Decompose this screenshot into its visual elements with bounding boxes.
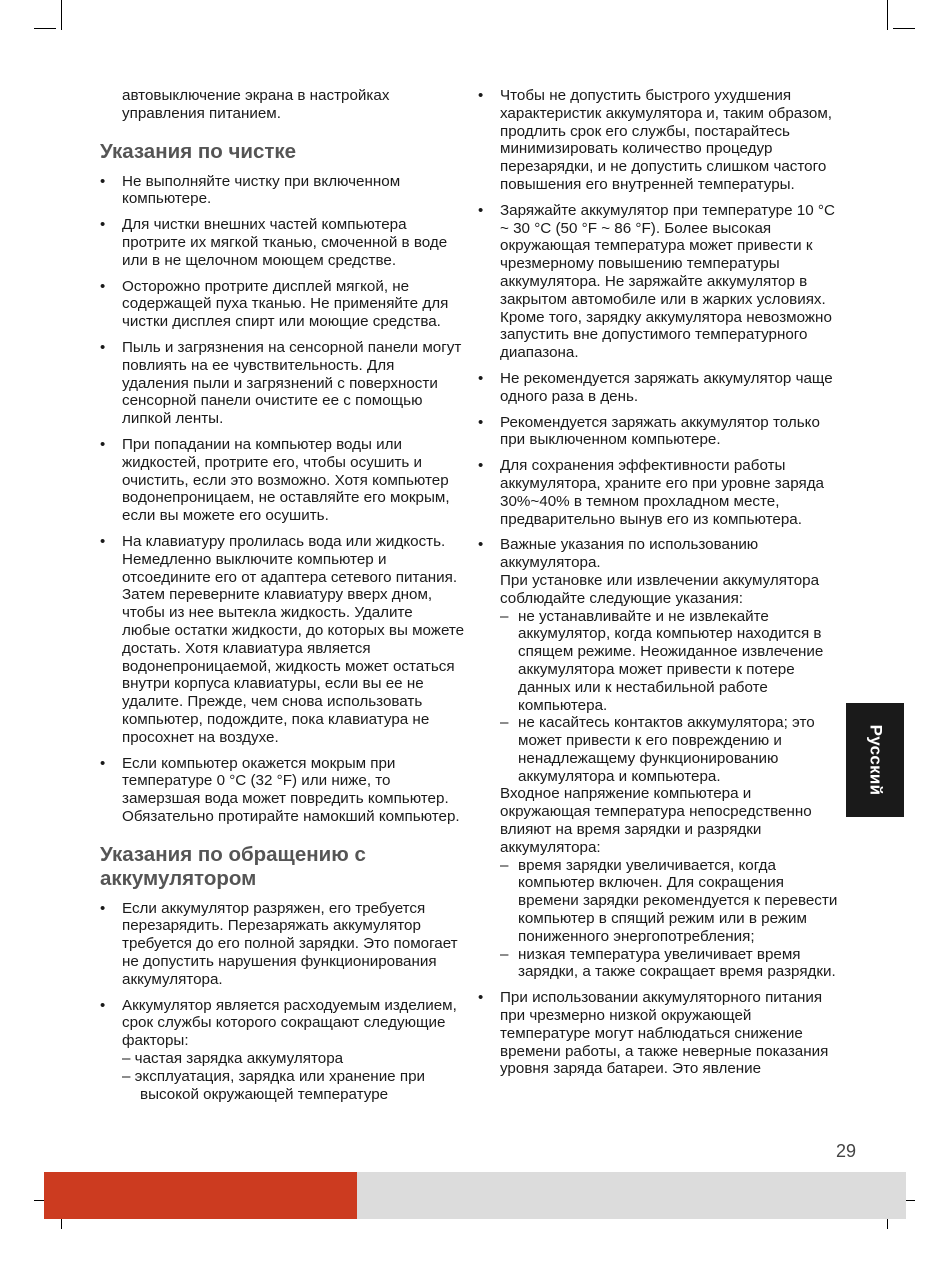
intro-paragraph: автовыключение экрана в настройках управления питанием. xyxy=(122,87,390,122)
sub-item: – эксплуатация, зарядка или хранение при высокой окружающей температуре xyxy=(122,1067,426,1103)
list-item xyxy=(478,536,840,981)
crop-mark-top-right-v xyxy=(887,0,888,30)
install-dash-list xyxy=(500,608,840,786)
cleaning-list xyxy=(100,173,465,826)
left-column xyxy=(100,87,465,1111)
dash-item: – время зарядки увеличивается, когда компьютер включен. Для сокращения времени зарядки рекомендуется к перевести компьютер в спящий режим или в режим пониженного энергопотребления; xyxy=(500,857,840,946)
list-item: • На клавиатуру пролилась вода или жидкость. Немедленно выключите компьютер и отсоедините его от адаптера сетевого питания. Затем переверните клавиатуру вверх дном, чтобы из нее вытекла жидкость. Удалите любые остатки жидкости, до которых вы можете достать. Хотя клавиатура является водонепроницаемой, жидкость может остаться внутри корпуса клавиатуры, если вы ее не удалите. Прежде, чем снова использовать компьютер, подождите, пока клавиатура не просохнет на воздухе. xyxy=(100,533,465,747)
dash-item: – не касайтесь контактов аккумулятора; это может привести к его повреждению и ненадлежащему функционированию аккумулятора и компьютера. xyxy=(500,714,840,785)
voltage-paragraph: Входное напряжение компьютера и окружающая температура непосредственно влияют на время зарядки и разрядки аккумулятора: xyxy=(500,785,812,856)
list-item: • Если компьютер окажется мокрым при температуре 0 °C (32 °F) или ниже, то замерзшая вода может повредить компьютер. Обязательно протирайте намокший компьютер. xyxy=(100,755,465,826)
language-tab-label: Русский xyxy=(866,724,886,796)
list-item: • Не выполняйте чистку при включенном компьютере. xyxy=(100,173,465,209)
battery-heading: Указания по обращению с аккумулятором xyxy=(100,842,366,890)
sub-item: – частая зарядка аккумулятора xyxy=(122,1050,344,1068)
footer-bar-red xyxy=(44,1172,357,1219)
page-number: 29 xyxy=(835,1141,856,1161)
dash-item: – низкая температура увеличивает время зарядки, а также сокращает время разрядки. xyxy=(500,946,840,982)
charge-dash-list xyxy=(500,857,840,982)
list-item: • При попадании на компьютер воды или жидкостей, протрите его, чтобы осушить и очистить, если это возможно. Хотя компьютер водонепроницаем, не оставляйте его мокрым, если вы можете его осушить. xyxy=(100,436,465,525)
list-item: • Рекомендуется заряжать аккумулятор только при выключенном компьютере. xyxy=(478,414,840,450)
language-tab xyxy=(846,703,904,817)
list-item: • Не рекомендуется заряжать аккумулятор чаще одного раза в день. xyxy=(478,370,840,406)
list-item: • Если аккумулятор разряжен, его требуется перезарядить. Перезаряжать аккумулятор требуется до его полной зарядки. Это помогает не допустить нарушения функционирования аккумулятора. xyxy=(100,900,465,989)
list-item: • Для сохранения эффективности работы аккумулятора, храните его при уровне заряда 30%~40% в темном прохладном месте, предварительно вынув его из компьютера. xyxy=(478,457,840,528)
important-intro: При установке или извлечении аккумулятора соблюдайте следующие указания: xyxy=(500,571,820,607)
battery-list xyxy=(100,900,465,1104)
important-title: • Важные указания по использованию аккумулятора. xyxy=(500,536,759,572)
list-item: • Аккумулятор является расходуемым изделием, срок службы которого сокращают следующие факторы: – частая зарядка аккумулятора – эксплуатация, зарядка или хранение при высокой окружающей температуре xyxy=(100,997,465,1104)
list-item: • Осторожно протрите дисплей мягкой, не содержащей пуха тканью. Не применяйте для чистки дисплея спирт или моющие средства. xyxy=(100,278,465,331)
crop-mark-top-left-h xyxy=(34,28,56,29)
crop-mark-top-left-v xyxy=(61,0,62,30)
list-item: • Для чистки внешних частей компьютера протрите их мягкой тканью, смоченной в воде или в не щелочном моющем средстве. xyxy=(100,216,465,269)
list-item: • Заряжайте аккумулятор при температуре 10 °C ~ 30 °C (50 °F ~ 86 °F). Более высокая окружающая температура может привести к чрезмерному повышению температуры аккумулятора. Не заряжайте аккумулятор в закрытом автомобиле или в жарких условиях. Кроме того, зарядку аккумулятора невозможно запустить вне допустимого температурного диапазона. xyxy=(478,202,840,362)
cleaning-heading: Указания по чистке xyxy=(100,139,297,163)
right-column xyxy=(478,87,840,1086)
list-item: • При использовании аккумуляторного питания при чрезмерно низкой окружающей температуре могут наблюдаться снижение времени работы, а также неверные показания уровня заряда батареи. Это явление xyxy=(478,989,840,1078)
crop-mark-top-right-h xyxy=(893,28,915,29)
battery-tips-list xyxy=(478,87,840,1078)
list-item: • Пыль и загрязнения на сенсорной панели могут повлиять на ее чувствительность. Для удаления пыли и загрязнений с поверхности сенсорной панели очистите ее с помощью липкой ленты. xyxy=(100,339,465,428)
list-item: • Чтобы не допустить быстрого ухудшения характеристик аккумулятора и, таким образом, продлить срок его службы, постарайтесь минимизировать количество процедур перезарядки, и не допустить слишком частого повышения его внутренней температуры. xyxy=(478,87,840,194)
dash-item: – не устанавливайте и не извлекайте аккумулятор, когда компьютер находится в спящем режиме. Неожиданное извлечение аккумулятора может привести к потере данных или к нестабильной работе компьютера. xyxy=(500,608,840,715)
